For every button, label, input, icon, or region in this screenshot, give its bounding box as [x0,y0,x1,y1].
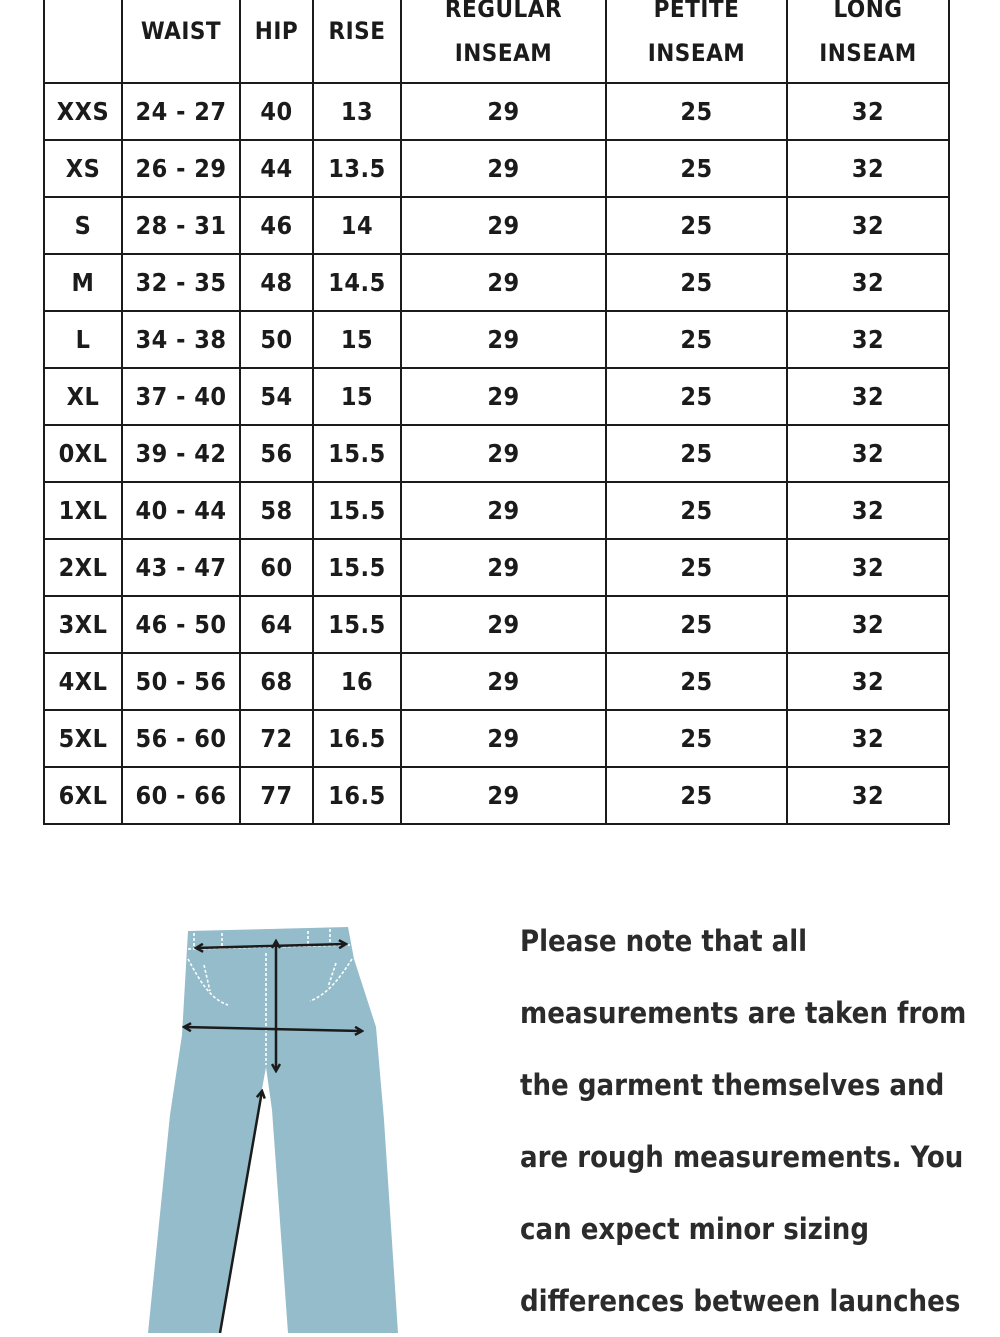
header-regular-inseam [401,0,606,83]
size-rows [44,83,949,824]
rise-cell: 15.5 [313,482,401,539]
table-row [44,653,949,710]
size-cell: S [44,197,122,254]
table-row [44,197,949,254]
waist-cell: 37 - 40 [122,368,240,425]
table-row [44,767,949,824]
rise-cell: 15.5 [313,425,401,482]
waist-cell: 34 - 38 [122,311,240,368]
rise-cell: 16 [313,653,401,710]
hip-cell: 58 [240,482,313,539]
regular-inseam-cell: 29 [401,596,606,653]
rise-cell: 14 [313,197,401,254]
size-cell: XL [44,368,122,425]
hip-cell: 72 [240,710,313,767]
header-petite-line1: PETITE [653,0,740,23]
size-cell: 5XL [44,710,122,767]
regular-inseam-cell: 29 [401,311,606,368]
table-row [44,539,949,596]
petite-inseam-cell: 25 [606,767,787,824]
table-row [44,596,949,653]
hip-cell: 60 [240,539,313,596]
petite-inseam-cell: 25 [606,653,787,710]
long-inseam-cell: 32 [787,311,949,368]
waist-cell: 40 - 44 [122,482,240,539]
long-inseam-cell: 32 [787,83,949,140]
pants-measurement-diagram [140,915,410,1333]
size-cell: 3XL [44,596,122,653]
long-inseam-cell: 32 [787,710,949,767]
table-row [44,368,949,425]
size-chart-table [43,0,950,825]
waist-cell: 26 - 29 [122,140,240,197]
hip-cell: 64 [240,596,313,653]
size-cell: 0XL [44,425,122,482]
header-long-line2: INSEAM [819,39,917,67]
size-cell: 4XL [44,653,122,710]
petite-inseam-cell: 25 [606,368,787,425]
table-row [44,254,949,311]
petite-inseam-cell: 25 [606,482,787,539]
waist-cell: 39 - 42 [122,425,240,482]
rise-cell: 15 [313,311,401,368]
header-petite-line2: INSEAM [647,39,746,67]
pants-silhouette [148,927,398,1333]
note-line: measurements are taken from [520,996,967,1030]
long-inseam-cell: 32 [787,539,949,596]
petite-inseam-cell: 25 [606,311,787,368]
long-inseam-cell: 32 [787,596,949,653]
regular-inseam-cell: 29 [401,254,606,311]
note-line: are rough measurements. You [520,1140,964,1174]
rise-cell: 14.5 [313,254,401,311]
rise-cell: 15 [313,368,401,425]
rise-cell: 13.5 [313,140,401,197]
table-row [44,710,949,767]
regular-inseam-cell: 29 [401,539,606,596]
petite-inseam-cell: 25 [606,197,787,254]
header-regular-line1: REGULAR [444,0,563,23]
table-row [44,83,949,140]
waist-cell: 32 - 35 [122,254,240,311]
waist-cell: 28 - 31 [122,197,240,254]
note-line: can expect minor sizing [520,1212,870,1246]
regular-inseam-cell: 29 [401,368,606,425]
hip-cell: 77 [240,767,313,824]
hip-cell: 50 [240,311,313,368]
note-line: differences between launches [520,1284,961,1318]
table-row [44,311,949,368]
table-row [44,482,949,539]
regular-inseam-cell: 29 [401,140,606,197]
size-cell: 6XL [44,767,122,824]
regular-inseam-cell: 29 [401,425,606,482]
waist-cell: 60 - 66 [122,767,240,824]
petite-inseam-cell: 25 [606,710,787,767]
header-rise: RISE [313,0,401,83]
hip-cell: 48 [240,254,313,311]
size-cell: L [44,311,122,368]
size-cell: 2XL [44,539,122,596]
petite-inseam-cell: 25 [606,539,787,596]
long-inseam-cell: 32 [787,368,949,425]
regular-inseam-cell: 29 [401,653,606,710]
regular-inseam-cell: 29 [401,482,606,539]
table-row [44,140,949,197]
regular-inseam-cell: 29 [401,767,606,824]
size-cell: 1XL [44,482,122,539]
rise-cell: 16.5 [313,767,401,824]
size-cell: XS [44,140,122,197]
petite-inseam-cell: 25 [606,254,787,311]
note-line: Please note that all [520,924,808,958]
petite-inseam-cell: 25 [606,83,787,140]
waist-cell: 43 - 47 [122,539,240,596]
rise-cell: 16.5 [313,710,401,767]
hip-cell: 56 [240,425,313,482]
table-row [44,425,949,482]
long-inseam-cell: 32 [787,482,949,539]
hip-cell: 54 [240,368,313,425]
rise-cell: 15.5 [313,596,401,653]
long-inseam-cell: 32 [787,197,949,254]
size-cell: XXS [44,83,122,140]
size-cell: M [44,254,122,311]
rise-cell: 13 [313,83,401,140]
header-long-line1: LONG [833,0,903,23]
petite-inseam-cell: 25 [606,596,787,653]
hip-cell: 46 [240,197,313,254]
long-inseam-cell: 32 [787,140,949,197]
long-inseam-cell: 32 [787,425,949,482]
regular-inseam-cell: 29 [401,83,606,140]
header-hip: HIP [240,0,313,83]
header-petite-inseam [606,0,787,83]
header-size [44,0,122,83]
petite-inseam-cell: 25 [606,140,787,197]
table-header-row [44,0,949,83]
long-inseam-cell: 32 [787,767,949,824]
waist-cell: 46 - 50 [122,596,240,653]
header-regular-line2: INSEAM [454,39,553,67]
hip-cell: 44 [240,140,313,197]
waist-cell: 50 - 56 [122,653,240,710]
waist-cell: 24 - 27 [122,83,240,140]
regular-inseam-cell: 29 [401,710,606,767]
regular-inseam-cell: 29 [401,197,606,254]
long-inseam-cell: 32 [787,254,949,311]
measurement-note [520,905,980,1337]
hip-cell: 68 [240,653,313,710]
rise-cell: 15.5 [313,539,401,596]
note-line: the garment themselves and [520,1068,945,1102]
waist-cell: 56 - 60 [122,710,240,767]
header-waist: WAIST [122,0,240,83]
long-inseam-cell: 32 [787,653,949,710]
header-long-inseam [787,0,949,83]
hip-cell: 40 [240,83,313,140]
petite-inseam-cell: 25 [606,425,787,482]
